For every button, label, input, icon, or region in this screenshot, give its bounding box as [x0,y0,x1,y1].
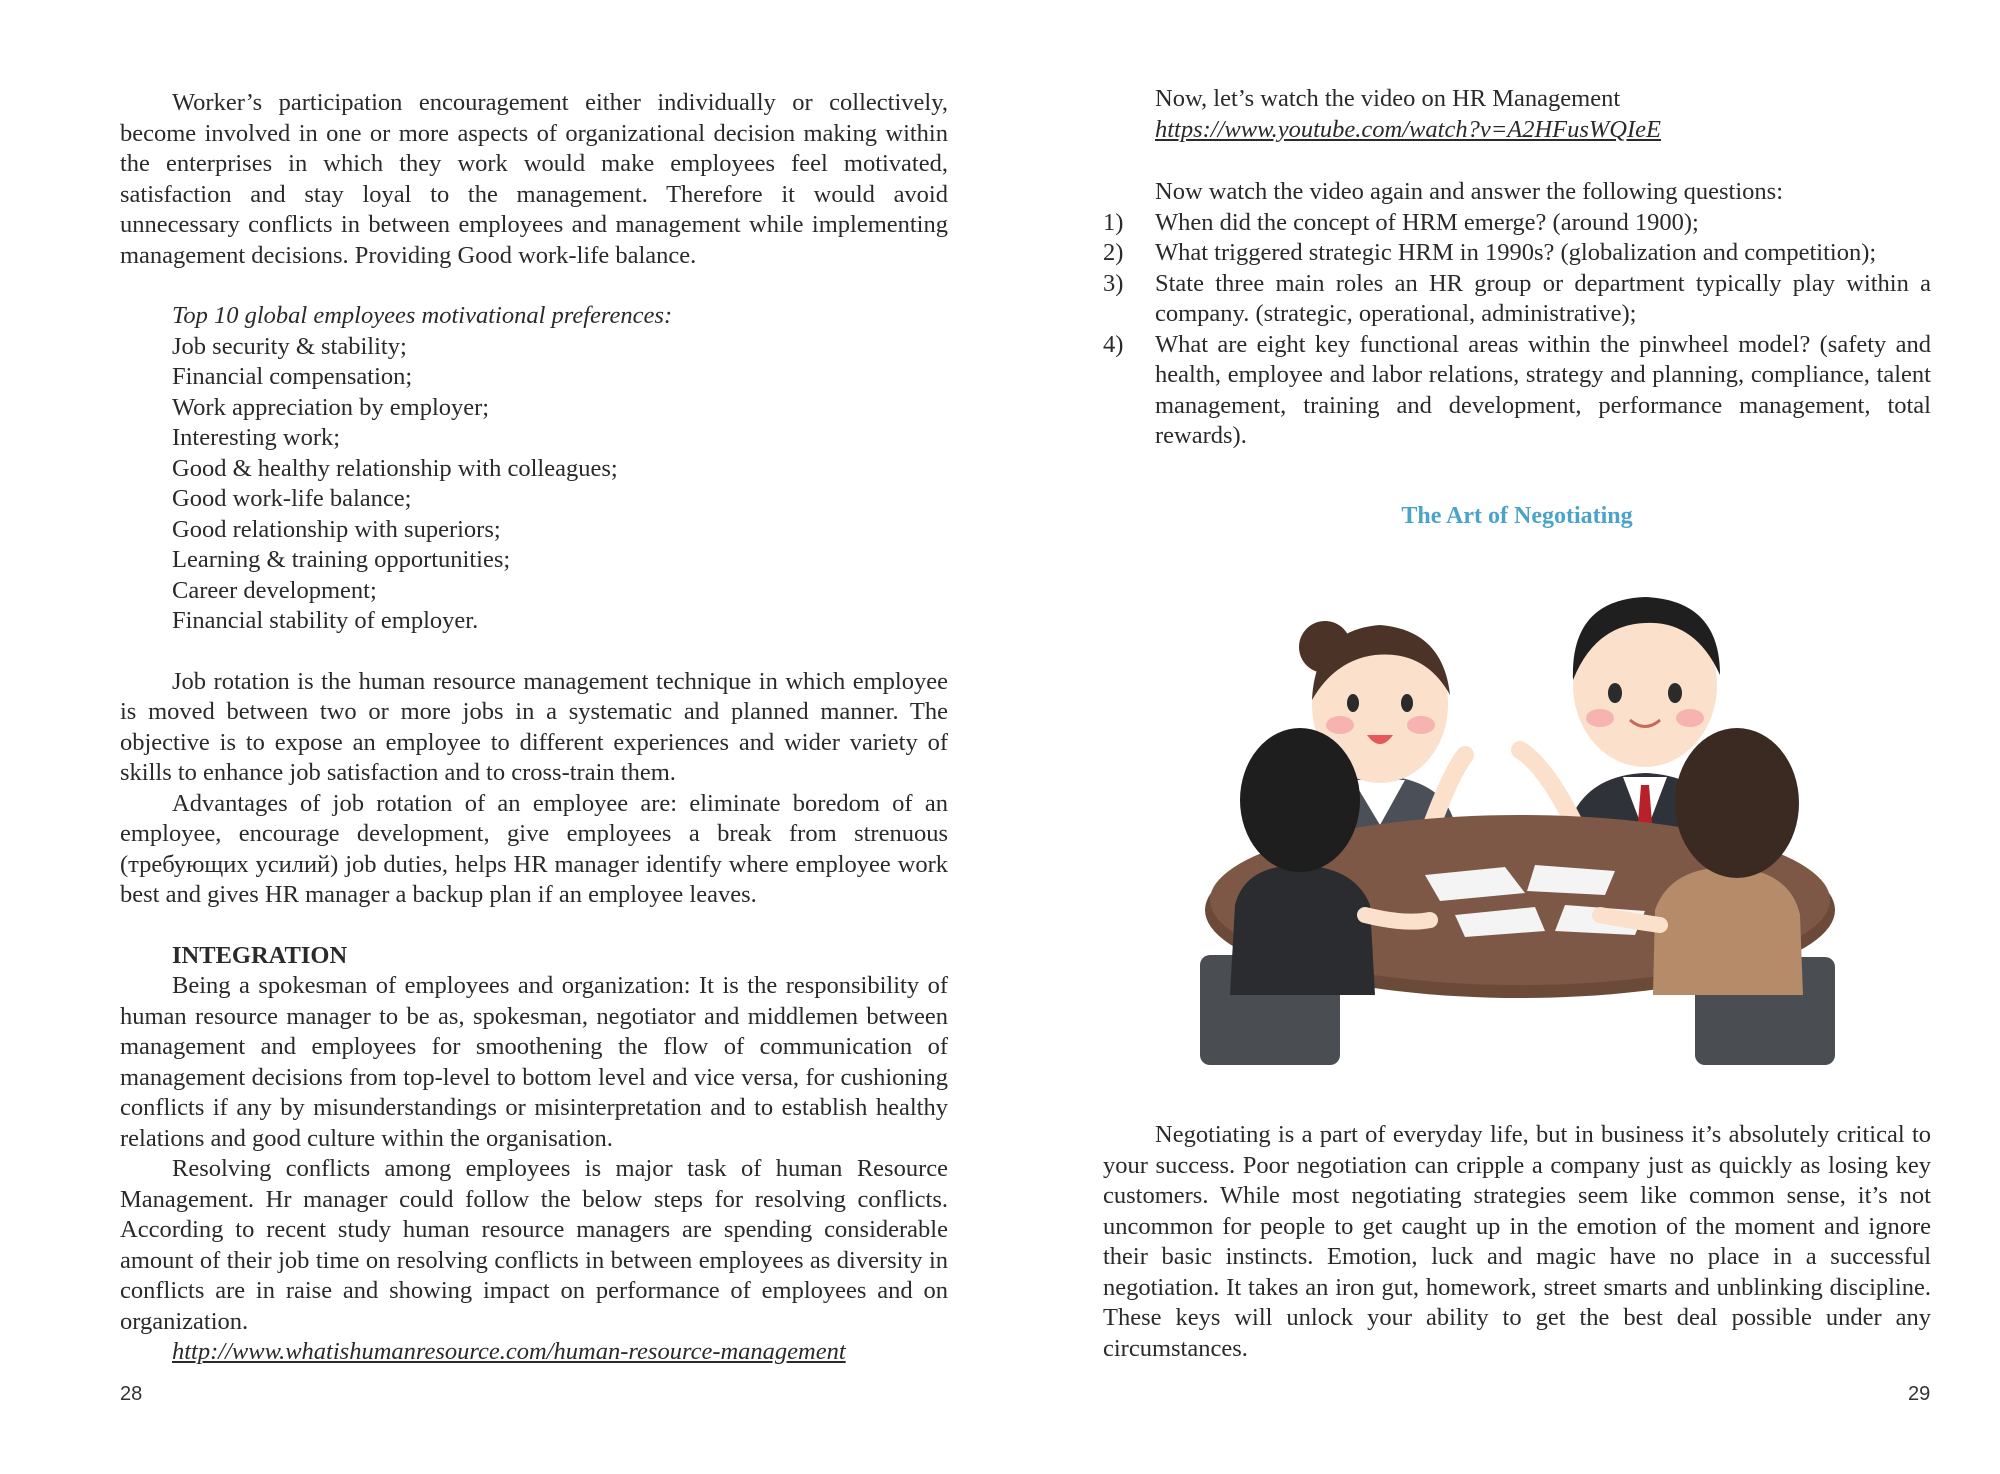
list-item [1103,269,1931,330]
list-item: Career development; [172,576,377,604]
question-number: 4) [1103,330,1124,358]
left-column [120,88,948,1368]
conflicts-paragraph: Resolving conflicts among employees is major task of human Resource Management. Hr manager could follow the below steps for resolving conflicts. According to recent study human resource managers are spending considerable amount of their job time on resolving conflicts in between employees as diversity in conflicts are in raise and showing impact on performance of employees and on organization. [120,1155,948,1335]
video-link[interactable]: https://www.youtube.com/watch?v=A2HFusWQIeE [1155,115,1661,143]
questions-intro: Now watch the video again and answer the following questions: [1155,178,1784,205]
question-number: 3) [1103,269,1124,297]
list-item [1103,238,1931,269]
job-rotation-paragraph: Job rotation is the human resource management technique in which employee is moved between two or more jobs in a systematic and planned manner. The objective is to expose an employee to different experiences and wider variety of skills to enhance job satisfaction and to cross-train them. [120,667,948,786]
list-item [1103,208,1931,239]
list-item: Good work-life balance; [172,485,412,512]
video-intro: Now, let’s watch the video on HR Management [1155,85,1621,112]
right-column-bottom [1103,1120,1931,1364]
source-link[interactable]: http://www.whatishumanresource.com/human-resource-management [172,1338,846,1365]
question-text: When did the concept of HRM emerge? (around 1900); [1155,208,1699,236]
advantages-paragraph: Advantages of job rotation of an employee are: eliminate boredom of an employee, encourage development, give employees a break from strenuous (требующих усилий) job duties, helps HR manager identify where employee work best and gives HR manager a backup plan if an employee leaves. [120,789,948,908]
page-number: 29 [1908,1383,1931,1405]
intro-paragraph: Worker’s participation encouragement either individually or collectively, become involved in one or more aspects of organizational decision making within the enterprises in which they work would make employees feel motivated, satisfaction and stay loyal to the management. Therefore it would avoid unnecessary conflicts in between employees and management while implementing management decisions. Providing Good work-life balance. [120,89,948,269]
integration-heading: INTEGRATION [172,941,348,969]
page-number: 28 [120,1383,143,1405]
right-column-top [1103,84,1931,452]
list-item: Job security & stability; [172,332,407,360]
question-text: What triggered strategic HRM in 1990s? (globalization and competition); [1155,239,1877,266]
list-item: Financial compensation; [172,363,413,390]
list-item: Interesting work; [172,424,341,451]
question-number: 2) [1103,239,1124,266]
questions-list [1103,208,1931,452]
list-item: Good & healthy relationship with colleagues; [172,454,618,482]
question-text: State three main roles an HR group or department typically play within a company. (strategic, operational, administrative); [1155,269,1931,327]
list-item: Learning & training opportunities; [172,546,511,573]
list-item: Good relationship with superiors; [172,515,501,543]
section-title: The Art of Negotiating [1401,503,1633,529]
meeting-illustration [1175,575,1865,1075]
question-number: 1) [1103,208,1124,236]
list-item: Work appreciation by employer; [172,393,490,421]
negotiating-paragraph: Negotiating is a part of everyday life, but in business it’s absolutely critical to your success. Poor negotiation can cripple a company just as quickly as losing key customers. While most negotiating strategies seem like common sense, it’s not uncommon for people to get caught up in the emotion of the moment and ignore their basic instincts. Emotion, luck and magic have no place in a successful negotiation. It takes an iron gut, homework, street smarts and unblinking discipline. These keys will unlock your ability to get the best deal possible under any circumstances. [1103,1121,1931,1362]
question-text: What are eight key functional areas within the pinwheel model? (safety and health, employee and labor relations, strategy and planning, compliance, talent management, training and development, performance management, total rewards). [1155,330,1931,449]
list-item [1103,330,1931,452]
list-item: Financial stability of employer. [172,607,479,634]
preferences-title: Top 10 global employees motivational preferences: [172,302,673,329]
spokesman-paragraph: Being a spokesman of employees and organization: It is the responsibility of human resource manager to be as, spokesman, negotiator and middlemen between management and employees for smoothening the flow of communication of management decisions from top-level to bottom level and vice versa, for cushioning conflicts if any by misunderstandings or misinterpretation and to establish healthy relations and good culture within the organisation. [120,972,948,1152]
preferences-list [120,332,948,637]
